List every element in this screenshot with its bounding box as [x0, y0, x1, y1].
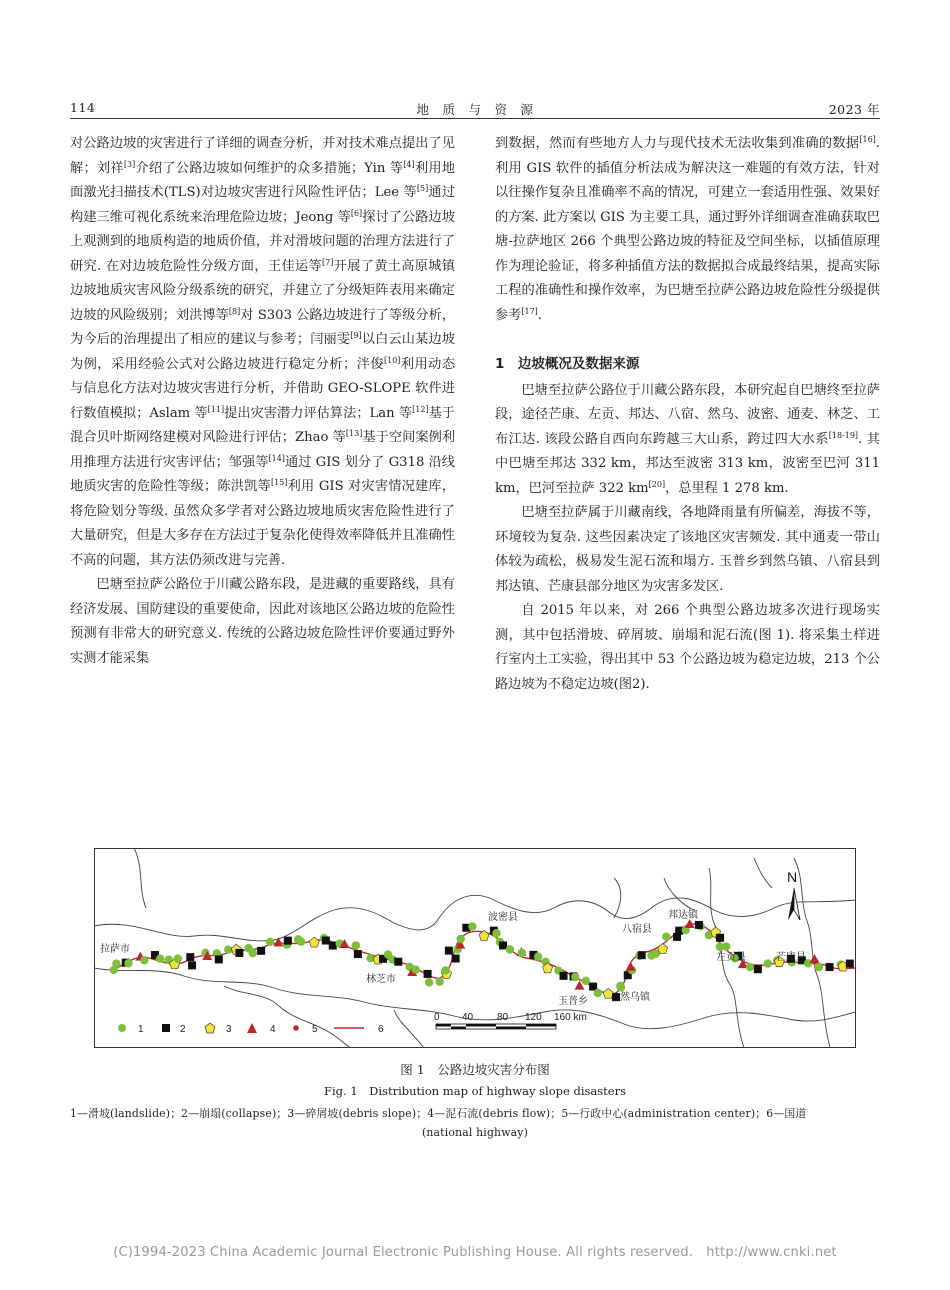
citation: [18-19]: [828, 430, 859, 440]
landslide-marker: [441, 966, 449, 974]
citation: [20]: [648, 479, 666, 489]
landslide-marker: [468, 922, 476, 930]
journal-title: 地 质 与 资 源: [416, 102, 534, 117]
landslide-marker: [249, 949, 257, 957]
collapse-marker: [846, 960, 854, 968]
citation: [12]: [412, 404, 429, 414]
landslide-marker: [435, 977, 443, 985]
landslide-marker: [156, 954, 164, 962]
legend-label-6: 6: [378, 1024, 384, 1035]
legend-collapse-symbol: [162, 1024, 170, 1032]
collapse-marker: [826, 963, 834, 971]
landslide-marker: [616, 982, 624, 990]
page-number: 114: [70, 100, 96, 115]
svg-text:40: 40: [462, 1012, 474, 1023]
landslide-marker: [662, 932, 670, 940]
left-paragraph-2: 巴塘至拉萨公路位于川藏公路东段，是进藏的重要路线，具有经济发展、国防建设的重要使命，因此对该地区公路边坡的危险性预测有非常大的研究意义. 传统的公路边坡危险性评价要通过野外实测才能采集: [70, 577, 455, 666]
landslide-marker: [582, 977, 590, 985]
collapse-marker: [235, 949, 243, 957]
collapse-marker: [354, 950, 362, 958]
citation: [3]: [123, 159, 136, 169]
landslide-marker: [411, 965, 419, 973]
right-paragraph-4: 自 2015 年以来，对 266 个典型公路边坡多次进行现场实测，其中包括滑坡、碎屑坡、崩塌和泥石流(图 1). 将采集土样进行室内土工实验，得出其中 53 个公路边坡为稳定边坡，213 个公路边坡为不稳定边坡(图2).: [495, 603, 880, 692]
citation: [4]: [403, 159, 415, 169]
citation: [13]: [345, 429, 363, 438]
svg-text:120: 120: [525, 1012, 542, 1023]
collapse-marker: [188, 961, 196, 969]
year: 2023 年: [828, 102, 880, 117]
collapse-marker: [499, 941, 507, 949]
map-frame: [95, 849, 856, 1048]
landslide-marker: [457, 935, 465, 943]
collapse-marker: [452, 955, 460, 963]
label-linzhi: 林芝市: [366, 974, 396, 985]
copyright-footer: (C)1994-2023 China Academic Journal Electronic Publishing House. All rights reserved. http://www.cnki.net: [113, 1245, 837, 1260]
label-basu: 八宿县: [622, 924, 652, 935]
collapse-marker: [612, 993, 620, 1001]
figure-caption-cn: 图 1 公路边坡灾害分布图: [400, 1062, 550, 1077]
header-rule: [70, 118, 880, 119]
label-bangda: 邦达镇: [668, 910, 698, 921]
landslide-marker: [518, 949, 526, 957]
label-zuogong: 左贡县: [716, 952, 746, 963]
citation: [5]: [416, 184, 429, 193]
landslide-marker: [124, 959, 132, 967]
collapse-marker: [394, 958, 402, 966]
svg-text:0: 0: [434, 1012, 440, 1023]
collapse-marker: [445, 947, 453, 955]
citation: [6]: [350, 208, 363, 218]
landslide-marker: [224, 946, 232, 954]
collapse-marker: [695, 921, 703, 929]
legend-landslide-symbol: [118, 1024, 126, 1032]
svg-text:80: 80: [497, 1012, 509, 1023]
landslide-marker: [140, 956, 148, 964]
landslide-marker: [266, 938, 274, 946]
collapse-marker: [284, 937, 292, 945]
collapse-marker: [186, 953, 194, 961]
citation: [17]: [521, 306, 538, 316]
figure-caption-en: Fig. 1 Distribution map of highway slope disasters: [324, 1084, 626, 1098]
landslide-marker: [425, 978, 433, 986]
citation: [15]: [271, 478, 288, 487]
label-bomi: 波密县: [488, 912, 518, 923]
legend-label-2: 2: [180, 1024, 186, 1035]
collapse-marker: [716, 934, 724, 942]
label-yupu: 玉普乡: [558, 996, 588, 1007]
svg-text:N: N: [787, 869, 798, 885]
legend-center-symbol: [293, 1025, 299, 1031]
collapse-marker: [424, 970, 432, 978]
right-paragraph-1: 到数据，然而有些地方人力与现代技术无法收集到准确的数据[16]. 利用 GIS 软件的插值分析法成为解决这一难题的有效方法，针对以往操作复杂且准确率不高的情况，可建立一套适用性强、效果好的方案. 此方案以 GIS 为主要工具，通过野外详细调查准确获取巴塘-拉萨地区 266 个典型公路边坡的特征及空间坐标，以插值原理作为理论验证，将多种插值方法的数据拟合成最终结果，提高实际工程的准确性和操作效率，为巴塘至拉萨公路边坡危险性分级提供参考[17].: [495, 135, 880, 323]
landslide-marker: [746, 963, 754, 971]
collapse-marker: [560, 972, 568, 980]
landslide-marker: [594, 989, 602, 997]
legend-label-5: 5: [312, 1024, 318, 1035]
citation: [16]: [859, 135, 876, 144]
disaster-distribution-map: [94, 848, 856, 1048]
citation: [10]: [383, 355, 401, 365]
right-column: [495, 132, 880, 697]
landslide-marker: [352, 941, 360, 949]
label-ranwu: 然乌镇: [620, 992, 650, 1003]
landslide-marker: [722, 942, 730, 950]
landslide-marker: [534, 953, 542, 961]
landslide-marker: [297, 938, 305, 946]
collapse-marker: [257, 947, 265, 955]
label-lasa: 拉萨市: [100, 944, 130, 955]
right-paragraph-2: 巴塘至拉萨公路位于川藏公路东段，本研究起自巴塘终至拉萨段，途径芒康、左贡、邦达、八宿、然乌、波密、通麦、林芝、工布江达. 该段公路自西向东跨越三大山系，跨过四大水系[18-19]. 其中巴塘至邦达 332 km，邦达至波密 313 km，波密至巴河 311 km，巴河至拉萨 322 km[20]，总里程 1 278 km.: [495, 382, 880, 496]
citation: [14]: [268, 453, 285, 463]
landslide-marker: [764, 959, 772, 967]
landslide-marker: [492, 929, 500, 937]
landslide-marker: [815, 963, 823, 971]
landslide-marker: [506, 945, 514, 953]
collapse-marker: [754, 965, 762, 973]
citation: [11]: [207, 404, 225, 414]
left-paragraph-1: 对公路边坡的灾害进行了详细的调查分析，并对技术难点提出了见解；刘祥[3]介绍了公路边坡如何维护的众多措施；Yin 等[4]利用地面激光扫描技术(TLS)对边坡灾害进行风险性评估；Lee 等[5]通过构建三维可视化系统来治理危险边坡；Jeong 等[6]探讨了公路边坡上观测到的地质构造的地质价值，并对滑坡问题的治理方法进行了研究. 在对边坡危险性分级方面，王佳运等[7]开展了黄土高原城镇边坡地质灾害风险分级系统的研究，并建立了分级矩阵表用来确定边坡的风险级别；刘洪博等[8]对 S303 公路边坡进行了等级分析，为今后的治理提出了相应的建议与参考；闫丽雯[9]以白云山某边坡为例，采用经验公式对公路边坡进行稳定分析；泮俊[10]利用动态与信息化方法对边坡灾害进行分析，并借助 GEO-SLOPE 软件进行数值模拟；Aslam 等[11]提出灾害潜力评估算法；Lan 等[12]基于混合贝叶斯网络建模对风险进行评估；Zhao 等[13]基于空间案例利用推理方法进行灾害评估；邹强等[14]通过 GIS 划分了 G318 沿线地质灾害的危险性等级；陈洪凯等[15]利用 GIS 对灾害情况建库，将危险划分等级. 虽然众多学者对公路边坡地质灾害危险性进行了大量研究，但是大多存在方法过于复杂化使得效率降低并且准确性不高的问题，其方法仍须改进与完善.: [70, 136, 456, 568]
right-paragraph-3: 巴塘至拉萨属于川藏南线，各地降雨量有所偏差，海拔不等，环境较为复杂. 这些因素决定了该地区灾害频发. 其中通麦一带山体较为疏松，极易发生泥石流和塌方. 玉普乡到然乌镇、八宿县到邦达镇、芒康县部分地区为灾害多发区.: [495, 505, 880, 594]
svg-text:160 km: 160 km: [554, 1012, 587, 1023]
label-mangkang: 芒康县: [776, 952, 806, 963]
figure-legend-note: 1—滑坡(landslide)；2—崩塌(collapse)；3—碎屑坡(debris slope)；4—泥石流(debris flow)；5—行政中心(administration center)；6—国道 (national highway): [70, 1107, 807, 1139]
landslide-marker: [174, 954, 182, 962]
legend-label-3: 3: [226, 1024, 232, 1035]
legend-label-4: 4: [270, 1024, 276, 1035]
landslide-marker: [571, 973, 579, 981]
landslide-marker: [112, 959, 120, 967]
collapse-marker: [322, 937, 330, 945]
citation: [7]: [322, 257, 334, 267]
collapse-marker: [215, 955, 223, 963]
left-column: [70, 132, 455, 671]
section-heading: 1 边坡概况及数据来源: [495, 356, 640, 372]
collapse-marker: [638, 951, 646, 959]
citation: [9]: [350, 331, 362, 340]
legend-label-1: 1: [138, 1024, 144, 1035]
citation: [8]: [228, 306, 241, 316]
